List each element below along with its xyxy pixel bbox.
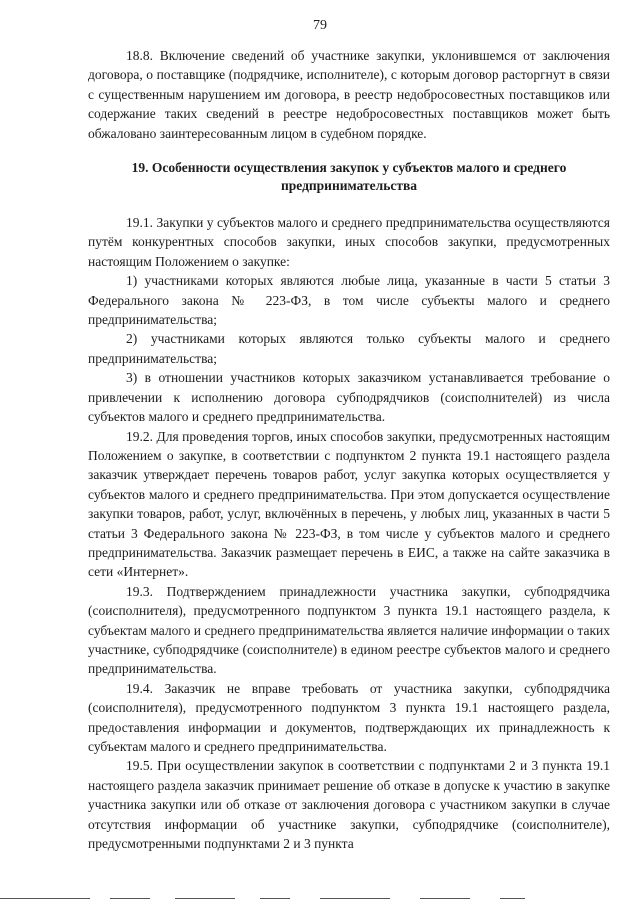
paragraph-18-8: 18.8. Включение сведений об участнике закупки, уклонившемся от заключения договора, о поставщике (подрядчике, исполнителе), с которым договор расторгнут в связи с существенным нарушением им договора, в реестр недобросовестных поставщиков или содержание таких сведений в реестре недобросовестных поставщиков может быть обжаловано заинтересованным лицом в судебном порядке. xyxy=(88,48,610,141)
list-item-2: 2) участниками которых являются только субъекты малого и среднего предпринимательства; xyxy=(88,331,610,366)
document-body xyxy=(88,46,610,853)
list-item-1: 1) участниками которых являются любые лица, указанные в части 5 статьи 3 Федерального закона № 223-ФЗ, в том числе субъекты малого и среднего предпринимательства; xyxy=(88,273,610,328)
paragraph-19-2: 19.2. Для проведения торгов, иных способов закупки, предусмотренных настоящим Положением о закупке, в соответствии с подпунктом 2 пункта 19.1 настоящего раздела заказчик утверждает перечень товаров работ, услуг закупка которых осуществляется у субъектов малого и среднего предпринимательства. При этом допускается осуществление закупки товаров, работ, услуг, включённых в перечень, у любых лиц, указанных в части 5 статьи 3 Федерального закона № 223-ФЗ, в том числе у субъектов малого и среднего предпринимательства. Заказчик размещает перечень в ЕИС, а также на сайте заказчика в сети «Интернет». xyxy=(88,428,610,580)
paragraph-19-1: 19.1. Закупки у субъектов малого и среднего предпринимательства осуществляются путём конкурентных способов закупки, иных способов закупки, предусмотренных настоящим Положением о закупке: xyxy=(88,215,610,269)
paragraph-19-5: 19.5. При осуществлении закупок в соответствии с подпунктами 2 и 3 пункта 19.1 настоящего раздела заказчик принимает решение об отказе в допуске к участию в закупке участника закупки или об отказе от заключения договора с участником закупки в случае отсутствия информации об участнике закупки, субподрядчике (соисполнителе), предусмотренными подпунктами 2 и 3 пункта xyxy=(88,758,610,852)
page-number: 79 xyxy=(313,18,327,33)
list-item-3: 3) в отношении участников которых заказчиком устанавливается требование о привлечении к исполнению договора субподрядчиков (соисполнителей) из числа субъектов малого и среднего предпринимательства. xyxy=(88,370,610,425)
scan-edge-artifacts xyxy=(0,895,640,905)
section-heading-19: 19. Особенности осуществления закупок у субъектов малого и среднего предпринимательства xyxy=(131,160,567,194)
paragraph-19-3: 19.3. Подтверждением принадлежности участника закупки, субподрядчика (соисполнителя), предусмотренного подпунктом 3 пункта 19.1 настоящего раздела, к субъектам малого и среднего предпринимательства является наличие информации о таких участнике, субподрядчике (соисполнителе) в едином реестре субъектов малого и среднего предпринимательства. xyxy=(88,583,610,677)
paragraph-19-4: 19.4. Заказчик не вправе требовать от участника закупки, субподрядчика (соисполнителя), предусмотренного подпунктом 3 пункта 19.1 настоящего раздела, предоставления информации и документов, подтверждающих их принадлежность к субъектам малого и среднего предпринимательства. xyxy=(88,680,610,754)
